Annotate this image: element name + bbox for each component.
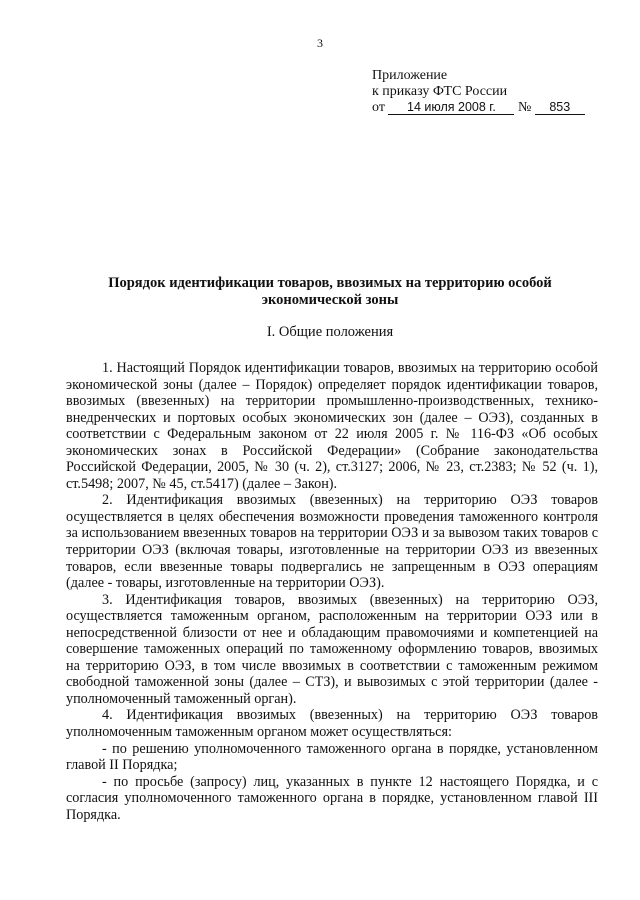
list-item-1: - по решению уполномоченного таможенного органа в порядке, установленном главой II Порядка; bbox=[66, 740, 598, 774]
paragraph-4: 4. Идентификация ввозимых (ввезенных) на территорию ОЭЗ товаров уполномоченным таможенным органом может осуществляться: bbox=[66, 707, 598, 741]
number-label: № bbox=[517, 100, 532, 115]
from-label: от bbox=[372, 100, 385, 115]
appendix-label: Приложение bbox=[372, 68, 448, 83]
appendix-block bbox=[372, 68, 612, 116]
order-number: 853 bbox=[535, 100, 585, 115]
appendix-date-line bbox=[372, 100, 612, 116]
section-heading: I. Общие положения bbox=[266, 324, 394, 340]
order-date: 14 июля 2008 г. bbox=[388, 100, 514, 115]
document-title: Порядок идентификации товаров, ввозимых на территорию особой экономической зоны bbox=[108, 275, 552, 308]
paragraph-1: 1. Настоящий Порядок идентификации товаров, ввозимых на территорию особой экономической зоны (далее – Порядок) определяет порядок идентификации товаров, ввозимых (ввезенных) на территории промышленно-производственных, технико-внедренческих и портовых особых экономических зон (далее – ОЭЗ), созданных в соответствии с Федеральным законом от 22 июля 2005 г. № 116-ФЗ «Об особых экономических зонах в Российской Федерации» (Собрание законодательства Российской Федерации, 2005, № 30 (ч. 2), ст.3127; 2006, № 23, ст.2383; № 52 (ч. 1), ст.5498; 2007, № 45, ст.5417) (далее – Закон). bbox=[66, 360, 598, 492]
document-body bbox=[66, 360, 598, 823]
paragraph-3: 3. Идентификация товаров, ввозимых (ввезенных) на территорию ОЭЗ, осуществляется таможенным органом, расположенным на территории ОЭЗ или в непосредственной близости от нее и обладающим правомочиями и компетенцией на совершение таможенных операций по таможенному оформлению товаров, ввозимых на территорию ОЭЗ, в том числе ввозимых в соответствии с таможенным режимом свободной таможенной зоны (далее – СТЗ), и вывозимых с этой территории (далее - уполномоченный таможенный орган). bbox=[66, 591, 598, 707]
paragraph-2: 2. Идентификация ввозимых (ввезенных) на территорию ОЭЗ товаров осуществляется в целях обеспечения возможности проведения таможенного контроля за использованием ввезенных товаров на территории ОЭЗ и за вывозом таких товаров с территории ОЭЗ (включая товары, изготовленные на территории ОЭЗ из ввезенных товаров, если ввезенные товары подвергались не запрещенным в ОЭЗ операциям (далее - товары, изготовленные на территории ОЭЗ). bbox=[66, 492, 598, 592]
page-number: 3 bbox=[317, 36, 323, 50]
appendix-order-ref: к приказу ФТС России bbox=[372, 84, 508, 99]
list-item-2: - по просьбе (запросу) лиц, указанных в пункте 12 настоящего Порядка, и с согласия уполномоченного таможенного органа в порядке, установленном главой III Порядка. bbox=[66, 773, 598, 823]
